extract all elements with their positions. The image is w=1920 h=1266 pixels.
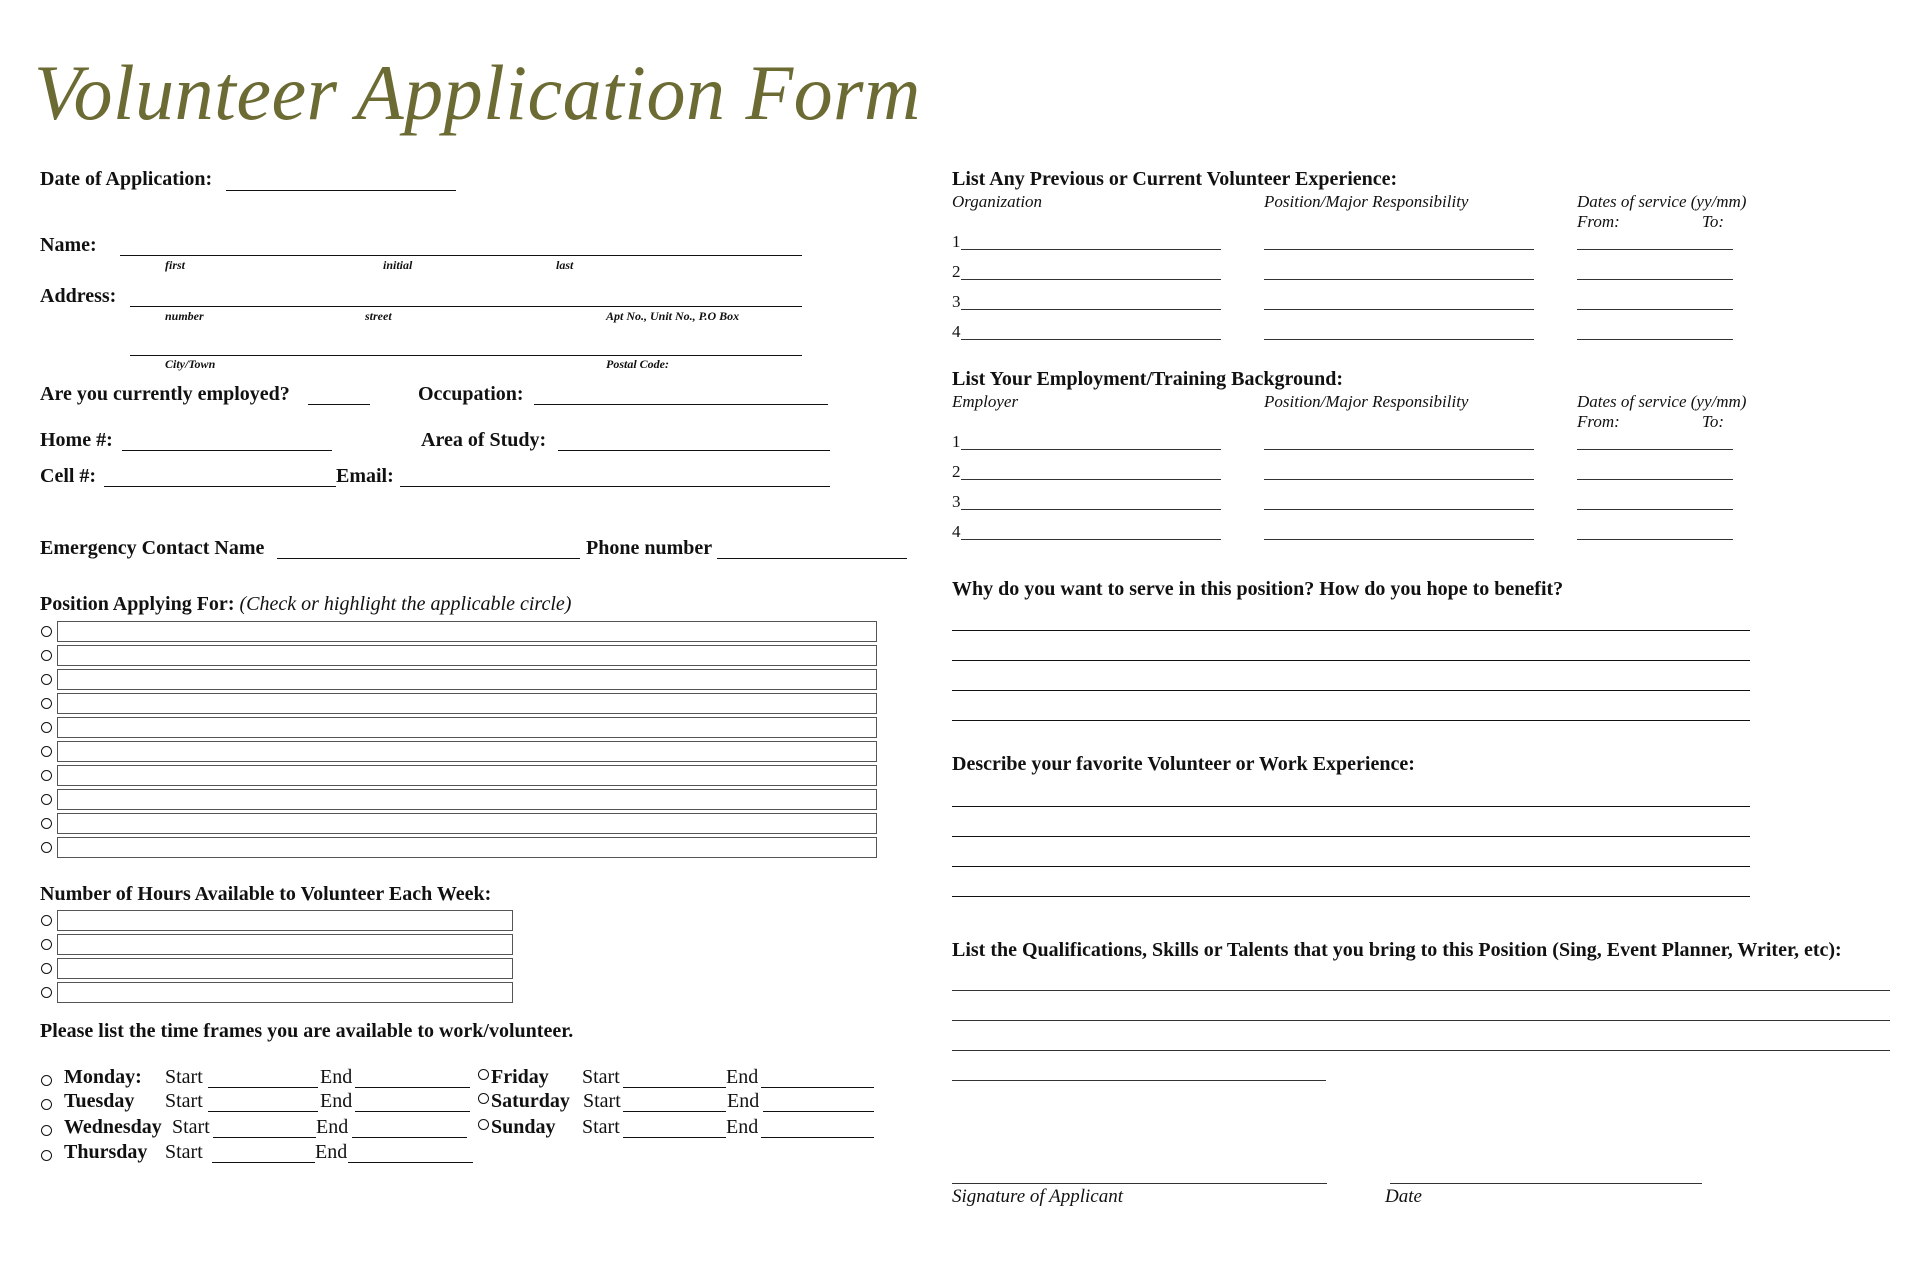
hours-option-field[interactable] bbox=[57, 934, 513, 955]
employment-row-number: 2 bbox=[952, 462, 961, 481]
friday-label: Friday bbox=[491, 1066, 549, 1088]
monday-end-label: End bbox=[320, 1066, 353, 1088]
why-heading: Why do you want to serve in this position? How do you hope to benefit? bbox=[952, 578, 1564, 600]
employed-label: Are you currently employed? bbox=[40, 383, 290, 405]
volunteer-dates-field[interactable] bbox=[1577, 279, 1733, 280]
monday-end-field[interactable] bbox=[355, 1087, 470, 1088]
position-option-field[interactable] bbox=[57, 621, 877, 642]
qualifications-answer-line[interactable] bbox=[952, 1080, 1326, 1081]
favorite-heading: Describe your favorite Volunteer or Work Experience: bbox=[952, 753, 1415, 775]
address-sub-city: City/Town bbox=[165, 357, 216, 371]
date-of-application-field[interactable] bbox=[226, 190, 456, 191]
hours-label: Number of Hours Available to Volunteer Each Week: bbox=[40, 883, 492, 905]
wednesday-start-field[interactable] bbox=[213, 1137, 316, 1138]
employment-employer-field[interactable] bbox=[961, 509, 1221, 510]
position-option-radio[interactable] bbox=[41, 650, 52, 661]
volunteer-to-label: To: bbox=[1702, 212, 1725, 231]
employment-position-field[interactable] bbox=[1264, 449, 1534, 450]
employment-dates-field[interactable] bbox=[1577, 449, 1733, 450]
position-option-radio[interactable] bbox=[41, 698, 52, 709]
saturday-start-field[interactable] bbox=[623, 1111, 726, 1112]
why-answer-line[interactable] bbox=[952, 720, 1750, 721]
timeframes-label: Please list the time frames you are available to work/volunteer. bbox=[40, 1020, 574, 1042]
tuesday-label: Tuesday bbox=[64, 1090, 135, 1112]
address-label: Address: bbox=[40, 285, 117, 307]
volunteer-position-field[interactable] bbox=[1264, 249, 1534, 250]
employment-employer-field[interactable] bbox=[961, 449, 1221, 450]
position-option-radio[interactable] bbox=[41, 794, 52, 805]
cell-label: Cell #: bbox=[40, 465, 97, 487]
home-phone-label: Home #: bbox=[40, 429, 113, 451]
position-option-field[interactable] bbox=[57, 693, 877, 714]
position-option-field[interactable] bbox=[57, 789, 877, 810]
hours-option-field[interactable] bbox=[57, 958, 513, 979]
date-signed-label: Date bbox=[1385, 1186, 1422, 1207]
favorite-answer-line[interactable] bbox=[952, 836, 1750, 837]
emergency-contact-field[interactable] bbox=[277, 558, 580, 559]
name-field[interactable] bbox=[120, 255, 802, 256]
name-sub-last: last bbox=[556, 258, 574, 272]
why-answer-line[interactable] bbox=[952, 690, 1750, 691]
volunteer-organization-field[interactable] bbox=[961, 339, 1221, 340]
monday-radio[interactable] bbox=[41, 1075, 52, 1086]
position-option-radio[interactable] bbox=[41, 818, 52, 829]
position-option-field[interactable] bbox=[57, 717, 877, 738]
volunteer-organization-field[interactable] bbox=[961, 249, 1221, 250]
position-option-radio[interactable] bbox=[41, 626, 52, 637]
position-option-field[interactable] bbox=[57, 813, 877, 834]
volunteer-col-dates: Dates of service (yy/mm) bbox=[1577, 192, 1747, 211]
monday-start-label: Start bbox=[165, 1066, 203, 1088]
tuesday-end-label: End bbox=[320, 1090, 353, 1112]
position-option-field[interactable] bbox=[57, 669, 877, 690]
volunteer-col-position: Position/Major Responsibility bbox=[1264, 192, 1469, 211]
sunday-start-label: Start bbox=[582, 1116, 620, 1138]
phone-number-label: Phone number bbox=[586, 537, 713, 559]
volunteer-organization-field[interactable] bbox=[961, 309, 1221, 310]
thursday-end-label: End bbox=[315, 1141, 348, 1163]
position-label: Position Applying For: bbox=[40, 593, 235, 615]
sunday-end-label: End bbox=[726, 1116, 759, 1138]
volunteer-position-field[interactable] bbox=[1264, 339, 1534, 340]
monday-label: Monday: bbox=[64, 1066, 142, 1088]
area-of-study-label: Area of Study: bbox=[421, 429, 547, 451]
date-signed-line[interactable] bbox=[1390, 1183, 1702, 1184]
position-option-field[interactable] bbox=[57, 837, 877, 858]
address-sub-number: number bbox=[165, 309, 204, 323]
friday-end-label: End bbox=[726, 1066, 759, 1088]
area-of-study-field[interactable] bbox=[558, 450, 830, 451]
email-field[interactable] bbox=[400, 486, 830, 487]
employment-row-number: 3 bbox=[952, 492, 961, 511]
volunteer-row-number: 1 bbox=[952, 232, 961, 251]
employment-position-field[interactable] bbox=[1264, 509, 1534, 510]
employment-dates-field[interactable] bbox=[1577, 509, 1733, 510]
saturday-label: Saturday bbox=[491, 1090, 570, 1112]
hours-option-radio[interactable] bbox=[41, 987, 52, 998]
volunteer-row-number: 3 bbox=[952, 292, 961, 311]
address-sub-apt: Apt No., Unit No., P.O Box bbox=[606, 309, 740, 323]
phone-number-field[interactable] bbox=[717, 558, 907, 559]
hours-option-radio[interactable] bbox=[41, 915, 52, 926]
employment-col-position: Position/Major Responsibility bbox=[1264, 392, 1469, 411]
employment-employer-field[interactable] bbox=[961, 479, 1221, 480]
saturday-start-label: Start bbox=[583, 1090, 621, 1112]
why-answer-line[interactable] bbox=[952, 630, 1750, 631]
hours-option-field[interactable] bbox=[57, 910, 513, 931]
qualifications-answer-line[interactable] bbox=[952, 1050, 1890, 1051]
favorite-answer-line[interactable] bbox=[952, 806, 1750, 807]
wednesday-end-label: End bbox=[316, 1116, 349, 1138]
favorite-answer-line[interactable] bbox=[952, 866, 1750, 867]
saturday-end-field[interactable] bbox=[763, 1111, 874, 1112]
position-option-field[interactable] bbox=[57, 765, 877, 786]
signature-label: Signature of Applicant bbox=[952, 1186, 1123, 1207]
employment-position-field[interactable] bbox=[1264, 479, 1534, 480]
qualifications-answer-line[interactable] bbox=[952, 1020, 1890, 1021]
signature-line[interactable] bbox=[952, 1183, 1327, 1184]
volunteer-row-number: 4 bbox=[952, 322, 961, 341]
employment-col-dates: Dates of service (yy/mm) bbox=[1577, 392, 1747, 411]
address-line-1[interactable] bbox=[130, 306, 802, 307]
friday-start-field[interactable] bbox=[623, 1087, 726, 1088]
employed-field[interactable] bbox=[308, 404, 370, 405]
volunteer-position-field[interactable] bbox=[1264, 279, 1534, 280]
address-sub-postal: Postal Code: bbox=[606, 357, 669, 371]
home-phone-field[interactable] bbox=[122, 450, 332, 451]
form-title: Volunteer Application Form bbox=[34, 49, 921, 136]
sunday-label: Sunday bbox=[491, 1116, 556, 1138]
occupation-label: Occupation: bbox=[418, 383, 524, 405]
position-option-radio[interactable] bbox=[41, 674, 52, 685]
occupation-field[interactable] bbox=[534, 404, 828, 405]
thursday-start-field[interactable] bbox=[212, 1162, 315, 1163]
employment-col-employer: Employer bbox=[952, 392, 1019, 411]
employment-position-field[interactable] bbox=[1264, 539, 1534, 540]
position-option-radio[interactable] bbox=[41, 770, 52, 781]
position-option-radio[interactable] bbox=[41, 722, 52, 733]
employment-to-label: To: bbox=[1702, 412, 1725, 431]
volunteer-organization-field[interactable] bbox=[961, 279, 1221, 280]
friday-radio[interactable] bbox=[478, 1069, 489, 1080]
name-sub-initial: initial bbox=[383, 258, 413, 272]
thursday-end-field[interactable] bbox=[348, 1162, 473, 1163]
volunteer-dates-field[interactable] bbox=[1577, 309, 1733, 310]
hours-option-radio[interactable] bbox=[41, 963, 52, 974]
employment-employer-field[interactable] bbox=[961, 539, 1221, 540]
volunteer-heading: List Any Previous or Current Volunteer Experience: bbox=[952, 168, 1398, 190]
address-line-2[interactable] bbox=[130, 355, 802, 356]
monday-start-field[interactable] bbox=[208, 1087, 318, 1088]
cell-field[interactable] bbox=[104, 486, 336, 487]
saturday-radio[interactable] bbox=[478, 1093, 489, 1104]
why-answer-line[interactable] bbox=[952, 660, 1750, 661]
position-option-radio[interactable] bbox=[41, 746, 52, 757]
tuesday-radio[interactable] bbox=[41, 1099, 52, 1110]
address-sub-street: street bbox=[365, 309, 392, 323]
employment-row-number: 1 bbox=[952, 432, 961, 451]
tuesday-start-field[interactable] bbox=[208, 1111, 318, 1112]
employment-from-label: From: bbox=[1577, 412, 1620, 431]
position-hint: (Check or highlight the applicable circle) bbox=[239, 593, 572, 615]
volunteer-row-number: 2 bbox=[952, 262, 961, 281]
position-heading bbox=[40, 593, 571, 616]
position-option-radio[interactable] bbox=[41, 842, 52, 853]
emergency-contact-label: Emergency Contact Name bbox=[40, 537, 265, 559]
thursday-start-label: Start bbox=[165, 1141, 203, 1163]
friday-end-field[interactable] bbox=[761, 1087, 874, 1088]
name-sub-first: first bbox=[165, 258, 186, 272]
wednesday-start-label: Start bbox=[172, 1116, 210, 1138]
position-option-field[interactable] bbox=[57, 645, 877, 666]
employment-heading: List Your Employment/Training Background: bbox=[952, 368, 1343, 390]
volunteer-col-organization: Organization bbox=[952, 192, 1043, 211]
tuesday-start-label: Start bbox=[165, 1090, 203, 1112]
volunteer-dates-field[interactable] bbox=[1577, 339, 1733, 340]
favorite-answer-line[interactable] bbox=[952, 896, 1750, 897]
qualifications-answer-line[interactable] bbox=[952, 990, 1890, 991]
position-option-field[interactable] bbox=[57, 741, 877, 762]
qualifications-heading: List the Qualifications, Skills or Talents that you bring to this Position (Sing, Event Planner, Writer, etc): bbox=[952, 939, 1842, 961]
employment-dates-field[interactable] bbox=[1577, 539, 1733, 540]
saturday-end-label: End bbox=[727, 1090, 760, 1112]
thursday-label: Thursday bbox=[64, 1141, 148, 1163]
hours-option-radio[interactable] bbox=[41, 939, 52, 950]
wednesday-end-field[interactable] bbox=[352, 1137, 467, 1138]
date-of-application-label: Date of Application: bbox=[40, 168, 213, 190]
email-label: Email: bbox=[336, 465, 394, 487]
thursday-radio[interactable] bbox=[41, 1150, 52, 1161]
volunteer-dates-field[interactable] bbox=[1577, 249, 1733, 250]
employment-dates-field[interactable] bbox=[1577, 479, 1733, 480]
wednesday-radio[interactable] bbox=[41, 1125, 52, 1136]
friday-start-label: Start bbox=[582, 1066, 620, 1088]
volunteer-from-label: From: bbox=[1577, 212, 1620, 231]
volunteer-position-field[interactable] bbox=[1264, 309, 1534, 310]
sunday-start-field[interactable] bbox=[623, 1137, 726, 1138]
name-label: Name: bbox=[40, 234, 97, 256]
employment-row-number: 4 bbox=[952, 522, 961, 541]
wednesday-label: Wednesday bbox=[64, 1116, 162, 1138]
sunday-end-field[interactable] bbox=[761, 1137, 874, 1138]
sunday-radio[interactable] bbox=[478, 1119, 489, 1130]
hours-option-field[interactable] bbox=[57, 982, 513, 1003]
tuesday-end-field[interactable] bbox=[355, 1111, 470, 1112]
